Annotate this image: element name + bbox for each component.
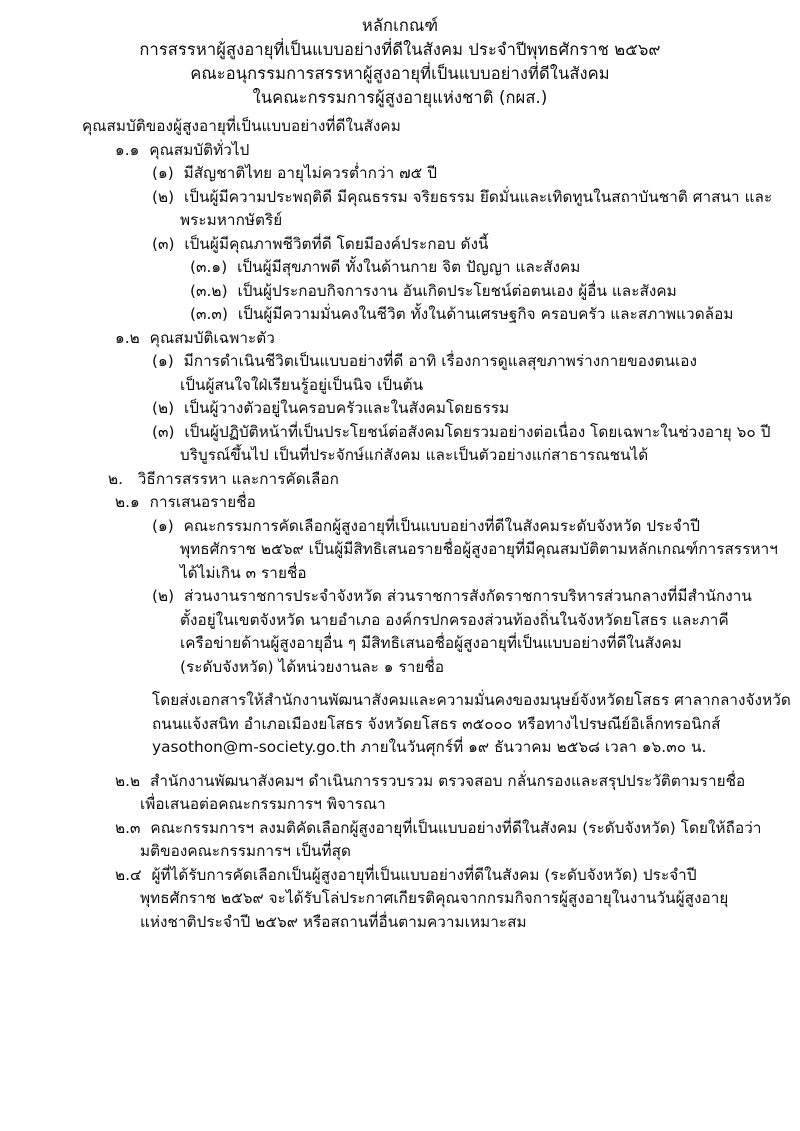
- section2-title: วิธีการสรรหา และการคัดเลือก: [137, 469, 339, 488]
- sub-item-marker: (๓.๑): [190, 258, 228, 276]
- list-item-continuation: ได้ไม่เกิน ๓ รายชื่อ: [180, 563, 307, 582]
- section2-sub1-number: ๒.๑: [115, 493, 140, 511]
- item-text: คณะกรรมการคัดเลือกผู้สูงอายุที่เป็นแบบอย่างที่ดีในสังคมระดับจังหวัด ประจำปี: [183, 516, 701, 535]
- section2-sub2-number: ๒.๒: [115, 771, 141, 790]
- section1-sub2-heading: [0, 327, 800, 351]
- item-marker: (๑): [152, 516, 174, 535]
- list-item: [0, 350, 800, 374]
- sub-item-text: เป็นผู้มีสุขภาพดี ทั้งในด้านกาย จิต ปัญญา และสังคม: [237, 258, 581, 276]
- item-marker: (๑): [152, 164, 174, 182]
- section2-number: ๒.: [108, 469, 124, 488]
- section2-sub3-text: คณะกรรมการฯ ลงมติคัดเลือกผู้สูงอายุที่เป็นแบบอย่างที่ดีในสังคม (ระดับจังหวัด) โดยให้ถือว่า: [150, 818, 762, 837]
- section2-sub3: [0, 817, 800, 841]
- sub-item-marker: (๓.๒): [190, 281, 228, 300]
- list-item-continuation: ตั้งอยู่ในเขตจังหวัด นายอำเภอ องค์กรปกครองส่วนท้องถิ่นในจังหวัดยโสธร และภาคี: [180, 610, 729, 629]
- list-item-continuation: เครือข่ายด้านผู้สูงอายุอื่น ๆ มีสิทธิเสนอชื่อผู้สูงอายุที่เป็นแบบอย่างที่ดีในสังคม: [180, 634, 682, 652]
- list-item-continuation: เป็นผู้สนใจใฝ่เรียนรู้อยู่เป็นนิจ เป็นต้น: [180, 375, 424, 394]
- document-title-block: [0, 0, 800, 110]
- list-item: [0, 186, 800, 210]
- item-marker: (๓): [152, 422, 175, 441]
- section2-sub4-text: ผู้ที่ได้รับการคัดเลือกเป็นผู้สูงอายุที่เป็นแบบอย่างที่ดีในสังคม (ระดับจังหวัด) ประจำปี: [151, 865, 697, 884]
- item-marker: (๒): [152, 187, 175, 206]
- title-line-4: ในคณะกรรมการผู้สูงอายุแห่งชาติ (กผส.): [252, 88, 548, 107]
- title-line-3: คณะอนุกรรมการสรรหาผู้สูงอายุที่เป็นแบบอย่างที่ดีในสังคม: [190, 64, 610, 83]
- list-item: [0, 397, 800, 421]
- list-item-continuation: (ระดับจังหวัด) ได้หน่วยงานละ ๑ รายชื่อ: [180, 657, 445, 676]
- title-line-2: การสรรหาผู้สูงอายุที่เป็นแบบอย่างที่ดีในสังคม ประจำปีพุทธศักราช ๒๕๖๙: [139, 40, 661, 59]
- section2-sub1-heading: [0, 491, 800, 515]
- list-item-continuation: บริบูรณ์ขึ้นไป เป็นที่ประจักษ์แก่สังคม และเป็นตัวอย่างแก่สาธารณชนได้: [180, 446, 649, 464]
- section2-sub4: [0, 864, 800, 888]
- item-text: เป็นผู้วางตัวอยู่ในครอบครัวและในสังคมโดยธรรม: [184, 399, 510, 417]
- sub-item-text: เป็นผู้ประกอบกิจการงาน อันเกิดประโยชน์ต่อตนเอง ผู้อื่น และสังคม: [237, 281, 677, 300]
- list-item-continuation: พระมหากษัตริย์: [180, 211, 283, 229]
- submission-paragraph-line: ถนนแจ้งสนิท อำเภอเมืองยโสธร จังหวัดยโสธร ๓๕๐๐๐ หรือทางไปรษณีย์อิเล็กทรอนิกส์: [152, 714, 721, 733]
- sub-item-marker: (๓.๓): [190, 305, 228, 323]
- submission-paragraph-line: โดยส่งเอกสารให้สำนักงานพัฒนาสังคมและความมั่นคงของมนุษย์จังหวัดยโสธร ศาลากลางจังหวัด: [152, 691, 791, 709]
- item-text: เป็นผู้ปฏิบัติหน้าที่เป็นประโยชน์ต่อสังคมโดยรวมอย่างต่อเนื่อง โดยเฉพาะในช่วงอายุ ๖๐ ปี: [184, 422, 771, 441]
- section2-sub1-label: การเสนอรายชื่อ: [149, 493, 256, 511]
- item-marker: (๓): [152, 234, 175, 253]
- section1-sub2-label: คุณสมบัติเฉพาะตัว: [149, 328, 275, 347]
- section2-sub3-continuation: มติของคณะกรรมการฯ เป็นที่สุด: [140, 842, 351, 860]
- list-item-continuation: พุทธศักราช ๒๕๖๙ เป็นผู้มีสิทธิเสนอรายชื่อผู้สูงอายุที่มีคุณสมบัติตามหลักเกณฑ์การสรรหาฯ: [180, 540, 778, 558]
- section1-heading: คุณสมบัติของผู้สูงอายุที่เป็นแบบอย่างที่ดีในสังคม: [82, 117, 401, 135]
- submission-email-line: yasothon@m-society.go.th ภายในวันศุกร์ที่ ๑๙ ธันวาคม ๒๕๖๘ เวลา ๑๖.๓๐ น.: [152, 738, 707, 756]
- section1-sub1-number: ๑.๑: [115, 140, 140, 159]
- section2-sub2: [0, 770, 800, 794]
- sub-item-text: เป็นผู้มีความมั่นคงในชีวิต ทั้งในด้านเศรษฐกิจ ครอบครัว และสภาพแวดล้อม: [237, 305, 734, 323]
- list-item: [0, 421, 800, 445]
- title-line-1: หลักเกณฑ์: [361, 16, 439, 35]
- section2-sub4-continuation: แห่งชาติประจำปี ๒๕๖๙ หรือสถานที่อื่นตามความเหมาะสม: [140, 912, 527, 931]
- item-marker: (๑): [152, 352, 174, 370]
- section2-sub2-continuation: เพื่อเสนอต่อคณะกรรมการฯ พิจารณา: [140, 795, 386, 813]
- item-text: ส่วนงานราชการประจำจังหวัด ส่วนราชการสังกัดราชการบริหารส่วนกลางที่มีสำนักงาน: [184, 587, 752, 605]
- section2-sub4-number: ๒.๔: [115, 865, 142, 884]
- list-item: [0, 233, 800, 257]
- item-marker: (๒): [152, 587, 175, 605]
- section1-sub1-label: คุณสมบัติทั่วไป: [149, 140, 250, 159]
- section1-sub2-number: ๑.๒: [115, 328, 140, 347]
- section2-heading: [0, 468, 800, 492]
- section2-sub4-continuation: พุทธศักราช ๒๕๖๙ จะได้รับโล่ประกาศเกียรติคุณจากกรมกิจการผู้สูงอายุในงานวันผู้สูงอายุ: [140, 889, 729, 907]
- item-text: เป็นผู้มีคุณภาพชีวิตที่ดี โดยมีองค์ประกอบ ดังนี้: [184, 234, 489, 253]
- list-item: [0, 515, 800, 539]
- section1-sub1-heading: [0, 139, 800, 163]
- section2-sub2-text: สำนักงานพัฒนาสังคมฯ ดำเนินการรวบรวม ตรวจสอบ กลั่นกรองและสรุปประวัติตามรายชื่อ: [150, 771, 746, 790]
- item-text: มีสัญชาติไทย อายุไม่ควรต่ำกว่า ๗๕ ปี: [183, 164, 437, 182]
- item-text: เป็นผู้มีความประพฤติดี มีคุณธรรม จริยธรรม ยึดมั่นและเทิดทูนในสถาบันชาติ ศาสนา และ: [184, 187, 773, 206]
- sub-list-item: [0, 280, 800, 304]
- sub-list-item: [0, 256, 800, 280]
- item-marker: (๒): [152, 399, 175, 417]
- list-item: [0, 162, 800, 186]
- list-item: [0, 585, 800, 609]
- sub-list-item: [0, 303, 800, 327]
- section2-sub3-number: ๒.๓: [115, 818, 141, 837]
- item-text: มีการดำเนินชีวิตเป็นแบบอย่างที่ดี อาทิ เรื่องการดูแลสุขภาพร่างกายของตนเอง: [183, 352, 698, 370]
